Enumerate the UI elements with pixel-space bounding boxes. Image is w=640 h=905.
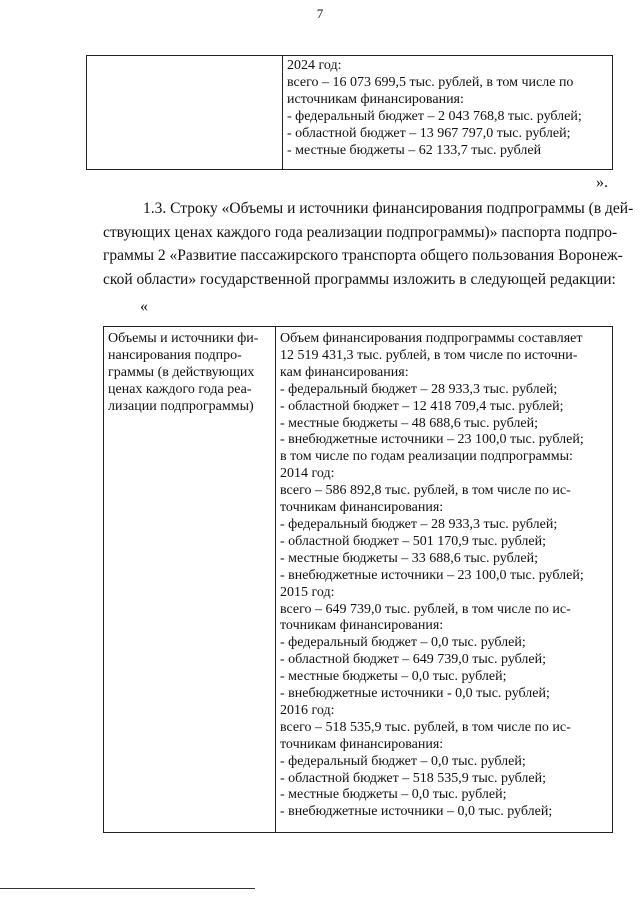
text-line: 12 519 431,3 тыс. рублей, в том числе по источни- [280,347,578,363]
text-line: лизации подпрограммы) [108,398,254,414]
paragraph-line: ской области» государственной программы изложить в следующей редакции: [103,270,616,288]
text-line: - внебюджетные источники - 0,0 тыс. рублей; [280,686,550,702]
text-line: граммы (в действующих [108,364,255,380]
text-line: - федеральный бюджет – 2 043 768,8 тыс. рублей; [287,108,582,124]
table1-right-cell [283,56,613,170]
text-line: кам финансирования: [280,364,409,380]
text-line: - местные бюджеты – 0,0 тыс. рублей; [280,787,507,803]
table1-right-text [283,56,612,159]
amendment-paragraph [103,197,634,291]
text-line: - внебюджетные источники – 23 100,0 тыс. рублей; [280,567,584,583]
text-line: - федеральный бюджет – 0,0 тыс. рублей; [280,753,526,769]
text-line: - областной бюджет – 13 967 797,0 тыс. рублей; [287,125,571,141]
text-line: - областной бюджет – 501 170,9 тыс. рублей; [280,533,546,549]
text-line: - местные бюджеты – 48 688,6 тыс. рублей; [280,415,538,431]
text-line: источникам финансирования: [287,91,464,107]
paragraph-line: ствующих ценах каждого года реализации подпрограммы)» паспорта подпро- [103,223,618,241]
table2-label-text [104,327,275,416]
text-line: точникам финансирования: [280,618,444,634]
text-line: - федеральный бюджет – 0,0 тыс. рублей; [280,635,526,651]
text-line: Объем финансирования подпрограммы составляет [280,331,583,346]
paragraph-line: 1.3. Строку «Объемы и источники финансирования подпрограммы (в дей- [143,200,634,217]
text-line: - внебюджетные источники – 0,0 тыс. рублей; [280,804,553,820]
paragraph-line: граммы 2 «Развитие пассажирского транспорта общего пользования Воронеж- [103,247,623,264]
text-line: - федеральный бюджет – 28 933,3 тыс. рублей; [280,381,558,397]
text-line: всего – 16 073 699,5 тыс. рублей, в том числе по [287,74,574,90]
subprogram-financing-table [103,326,613,833]
text-line: Объемы и источники фи- [108,331,259,346]
text-line: всего – 518 535,9 тыс. рублей, в том числе по ис- [280,719,571,735]
text-line: нансирования подпро- [108,347,242,363]
text-line: всего – 586 892,8 тыс. рублей, в том числе по ис- [280,483,571,499]
text-line: - областной бюджет – 12 418 709,4 тыс. рублей; [280,398,564,414]
table2-value-cell [276,327,613,833]
table2-value-text [276,327,612,821]
text-line: - внебюджетные источники – 23 100,0 тыс. рублей; [280,432,584,448]
text-line: - областной бюджет – 649 739,0 тыс. рублей; [280,652,546,668]
text-line: 2015 год: [280,584,335,600]
text-line: точникам финансирования: [280,736,444,752]
page-number: 7 [316,6,324,21]
text-line: точникам финансирования: [280,500,444,516]
footnote-rule [0,888,255,889]
text-line: в том числе по годам реализации подпрограммы: [280,449,573,465]
text-line: 2024 год: [287,58,342,73]
text-line: всего – 649 739,0 тыс. рублей, в том числе по ис- [280,601,571,617]
text-line: - областной бюджет – 518 535,9 тыс. рублей; [280,770,546,786]
table1-left-cell [87,56,283,170]
opening-quote: « [140,298,148,315]
text-line: - федеральный бюджет – 28 933,3 тыс. рублей; [280,516,558,532]
text-line: ценах каждого года реа- [108,381,252,397]
text-line: - местные бюджеты – 62 133,7 тыс. рублей [287,142,542,158]
table2-label-cell [104,327,276,833]
text-line: - местные бюджеты – 33 688,6 тыс. рублей; [280,550,538,566]
financing-table-continuation [86,55,613,170]
text-line: 2016 год: [280,702,335,718]
closing-quote: ». [596,174,608,191]
text-line: 2014 год: [280,466,335,482]
text-line: - местные бюджеты – 0,0 тыс. рублей; [280,669,507,685]
